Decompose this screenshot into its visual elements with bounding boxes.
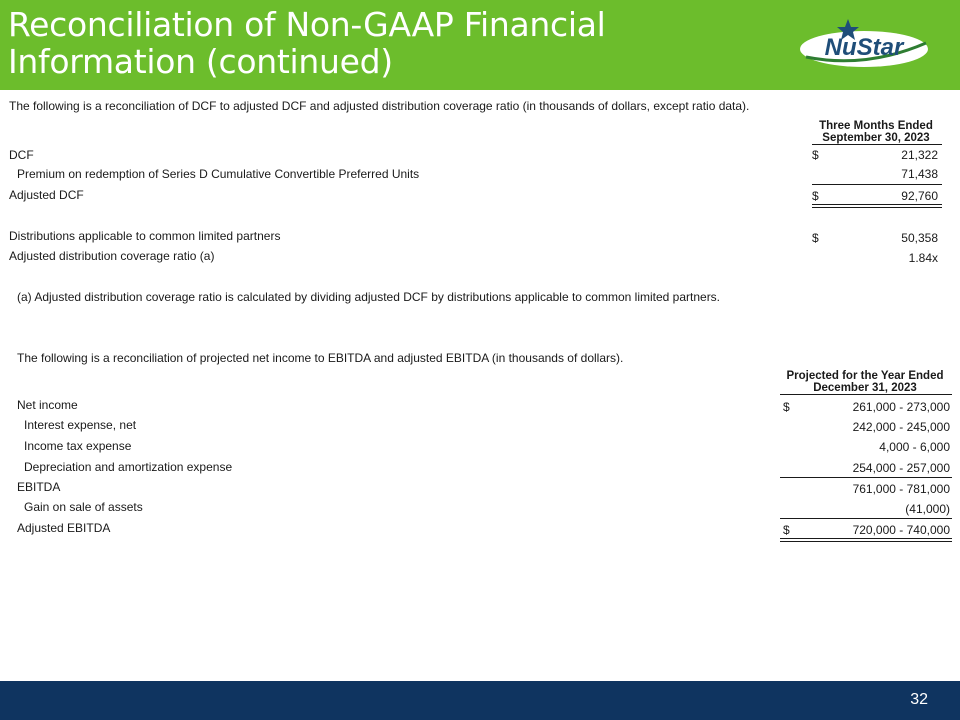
- row-currency: $: [783, 400, 790, 414]
- row-currency: $: [812, 189, 819, 203]
- row-label: EBITDA: [17, 480, 61, 494]
- row-label: Net income: [17, 398, 78, 412]
- row-value: 254,000 - 257,000: [852, 461, 950, 475]
- row-value: 71,438: [901, 167, 938, 181]
- table2-column-header: [780, 370, 950, 394]
- table1-subtotal-rule: [812, 184, 942, 185]
- table1-total-rule: [812, 204, 942, 208]
- row-value: 720,000 - 740,000: [852, 523, 950, 537]
- table1-column-header-line1: Three Months Ended: [819, 120, 933, 132]
- table2-ebitda-rule: [780, 477, 952, 478]
- row-label: Interest expense, net: [24, 418, 137, 432]
- row-value: 261,000 - 273,000: [852, 400, 950, 414]
- title-line-1: Reconciliation of Non-GAAP Financial: [8, 5, 606, 44]
- row-value: 761,000 - 781,000: [852, 482, 950, 496]
- row-value: 50,358: [901, 231, 938, 245]
- row-label: Adjusted DCF: [9, 188, 84, 202]
- table2-intro: The following is a reconciliation of projected net income to EBITDA and adjusted EBITDA (in thousands of dollars).: [17, 351, 624, 365]
- table1-header-rule: [812, 144, 942, 145]
- row-value: 92,760: [901, 189, 938, 203]
- row-value: 1.84x: [908, 251, 938, 265]
- page-number: 32: [910, 691, 928, 708]
- table1-column-header: [812, 120, 940, 144]
- row-currency: $: [783, 523, 790, 537]
- logo-wordmark: NuStar: [824, 34, 904, 61]
- row-label: Gain on sale of assets: [24, 500, 143, 514]
- nustar-logo: [796, 17, 932, 75]
- row-currency: $: [812, 231, 819, 245]
- row-value: (41,000): [905, 502, 950, 516]
- row-label: Premium on redemption of Series D Cumulative Convertible Preferred Units: [17, 167, 420, 181]
- nustar-logo-graphic: [796, 17, 932, 75]
- row-value: 4,000 - 6,000: [879, 440, 950, 454]
- table2-header-rule: [780, 394, 952, 395]
- row-label: Adjusted distribution coverage ratio (a): [9, 249, 215, 263]
- slide-title: [8, 6, 708, 80]
- table1-footnote: (a) Adjusted distribution coverage ratio is calculated by dividing adjusted DCF by distributions applicable to common limited partners.: [17, 290, 721, 304]
- table2-subtotal-rule: [780, 518, 952, 519]
- row-label: Depreciation and amortization expense: [24, 460, 233, 474]
- row-currency: $: [812, 148, 819, 162]
- table1-intro: The following is a reconciliation of DCF to adjusted DCF and adjusted distribution coverage ratio (in thousands of dollars, except ratio data).: [9, 99, 750, 113]
- row-label: Income tax expense: [24, 439, 132, 453]
- slide-footer: [0, 681, 960, 720]
- table2-column-header-line2: December 31, 2023: [813, 382, 917, 394]
- title-line-2: Information (continued): [8, 42, 393, 81]
- slide-header: [0, 0, 960, 90]
- row-value: 242,000 - 245,000: [852, 420, 950, 434]
- table1-column-header-line2: September 30, 2023: [822, 132, 930, 144]
- row-label: Distributions applicable to common limited partners: [9, 229, 281, 243]
- row-value: 21,322: [901, 148, 938, 162]
- table2-total-rule: [780, 538, 952, 542]
- table2-column-header-line1: Projected for the Year Ended: [786, 370, 944, 382]
- row-label: Adjusted EBITDA: [17, 521, 111, 535]
- row-label: DCF: [9, 148, 34, 162]
